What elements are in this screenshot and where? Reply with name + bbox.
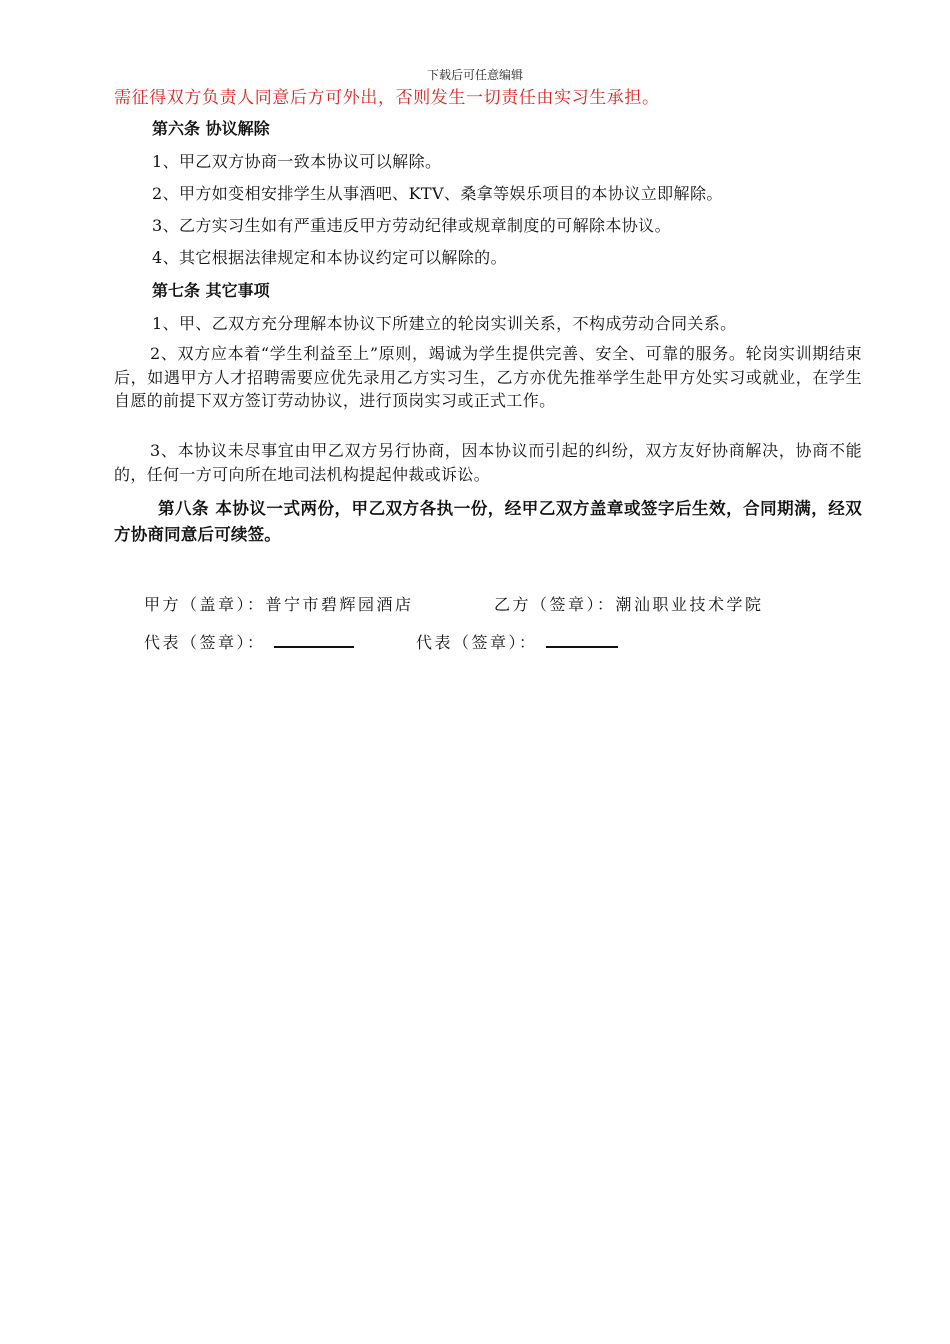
- article-6-item-1: 1、甲乙双方协商一致本协议可以解除。: [152, 152, 442, 171]
- party-b-name: 潮汕职业技术学院: [615, 595, 764, 614]
- party-b-signature-row: [494, 592, 764, 615]
- header-note: 下载后可任意编辑: [426, 68, 523, 82]
- party-a-name: 普宁市碧辉园酒店: [265, 595, 414, 614]
- article-8-paragraph: 第八条 本协议一式两份，甲乙双方各执一份，经甲乙双方盖章或签字后生效，合同期满，经双方协商同意后可续签。: [114, 499, 862, 544]
- article-7-item-2: 2、双方应本着“学生利益至上”原则，竭诚为学生提供完善、安全、可靠的服务。轮岗实训期结束后，如遇甲方人才招聘需要应优先录用乙方实习生，乙方亦优先推举学生赴甲方处实习或就业，在学生自愿的前提下双方签订劳动协议，进行顶岗实习或正式工作。: [114, 344, 862, 410]
- rep-b-signature-row: [416, 630, 618, 653]
- rep-b-signature-line[interactable]: [546, 632, 618, 648]
- article-6-item-4: 4、其它根据法律规定和本协议约定可以解除的。: [152, 248, 507, 267]
- article-7-heading: 第七条 其它事项: [152, 281, 270, 300]
- red-notice-line: 需征得双方负责人同意后方可外出，否则发生一切责任由实习生承担。: [114, 88, 660, 108]
- article-7-item-1: 1、甲、乙双方充分理解本协议下所建立的轮岗实训关系，不构成劳动合同关系。: [152, 314, 737, 333]
- article-6-heading: 第六条 协议解除: [152, 119, 270, 138]
- party-a-signature-row: [144, 592, 414, 615]
- article-7-item-3: 3、本协议未尽事宜由甲乙双方另行协商，因本协议而引起的纠纷，双方友好协商解决，协商不能的，任何一方可向所在地司法机构提起仲裁或诉讼。: [114, 441, 862, 484]
- rep-b-label: 代表（签章）：: [416, 633, 538, 652]
- rep-a-signature-line[interactable]: [274, 632, 354, 648]
- article-6-item-2: 2、甲方如变相安排学生从事酒吧、KTV、桑拿等娱乐项目的本协议立即解除。: [152, 184, 723, 203]
- article-6-item-3: 3、乙方实习生如有严重违反甲方劳动纪律或规章制度的可解除本协议。: [152, 216, 671, 235]
- party-b-label: 乙方（签章）：: [494, 595, 616, 614]
- rep-a-label: 代表（签章）：: [144, 633, 266, 652]
- party-a-label: 甲方（盖章）：: [144, 595, 266, 614]
- rep-a-signature-row: [144, 630, 354, 653]
